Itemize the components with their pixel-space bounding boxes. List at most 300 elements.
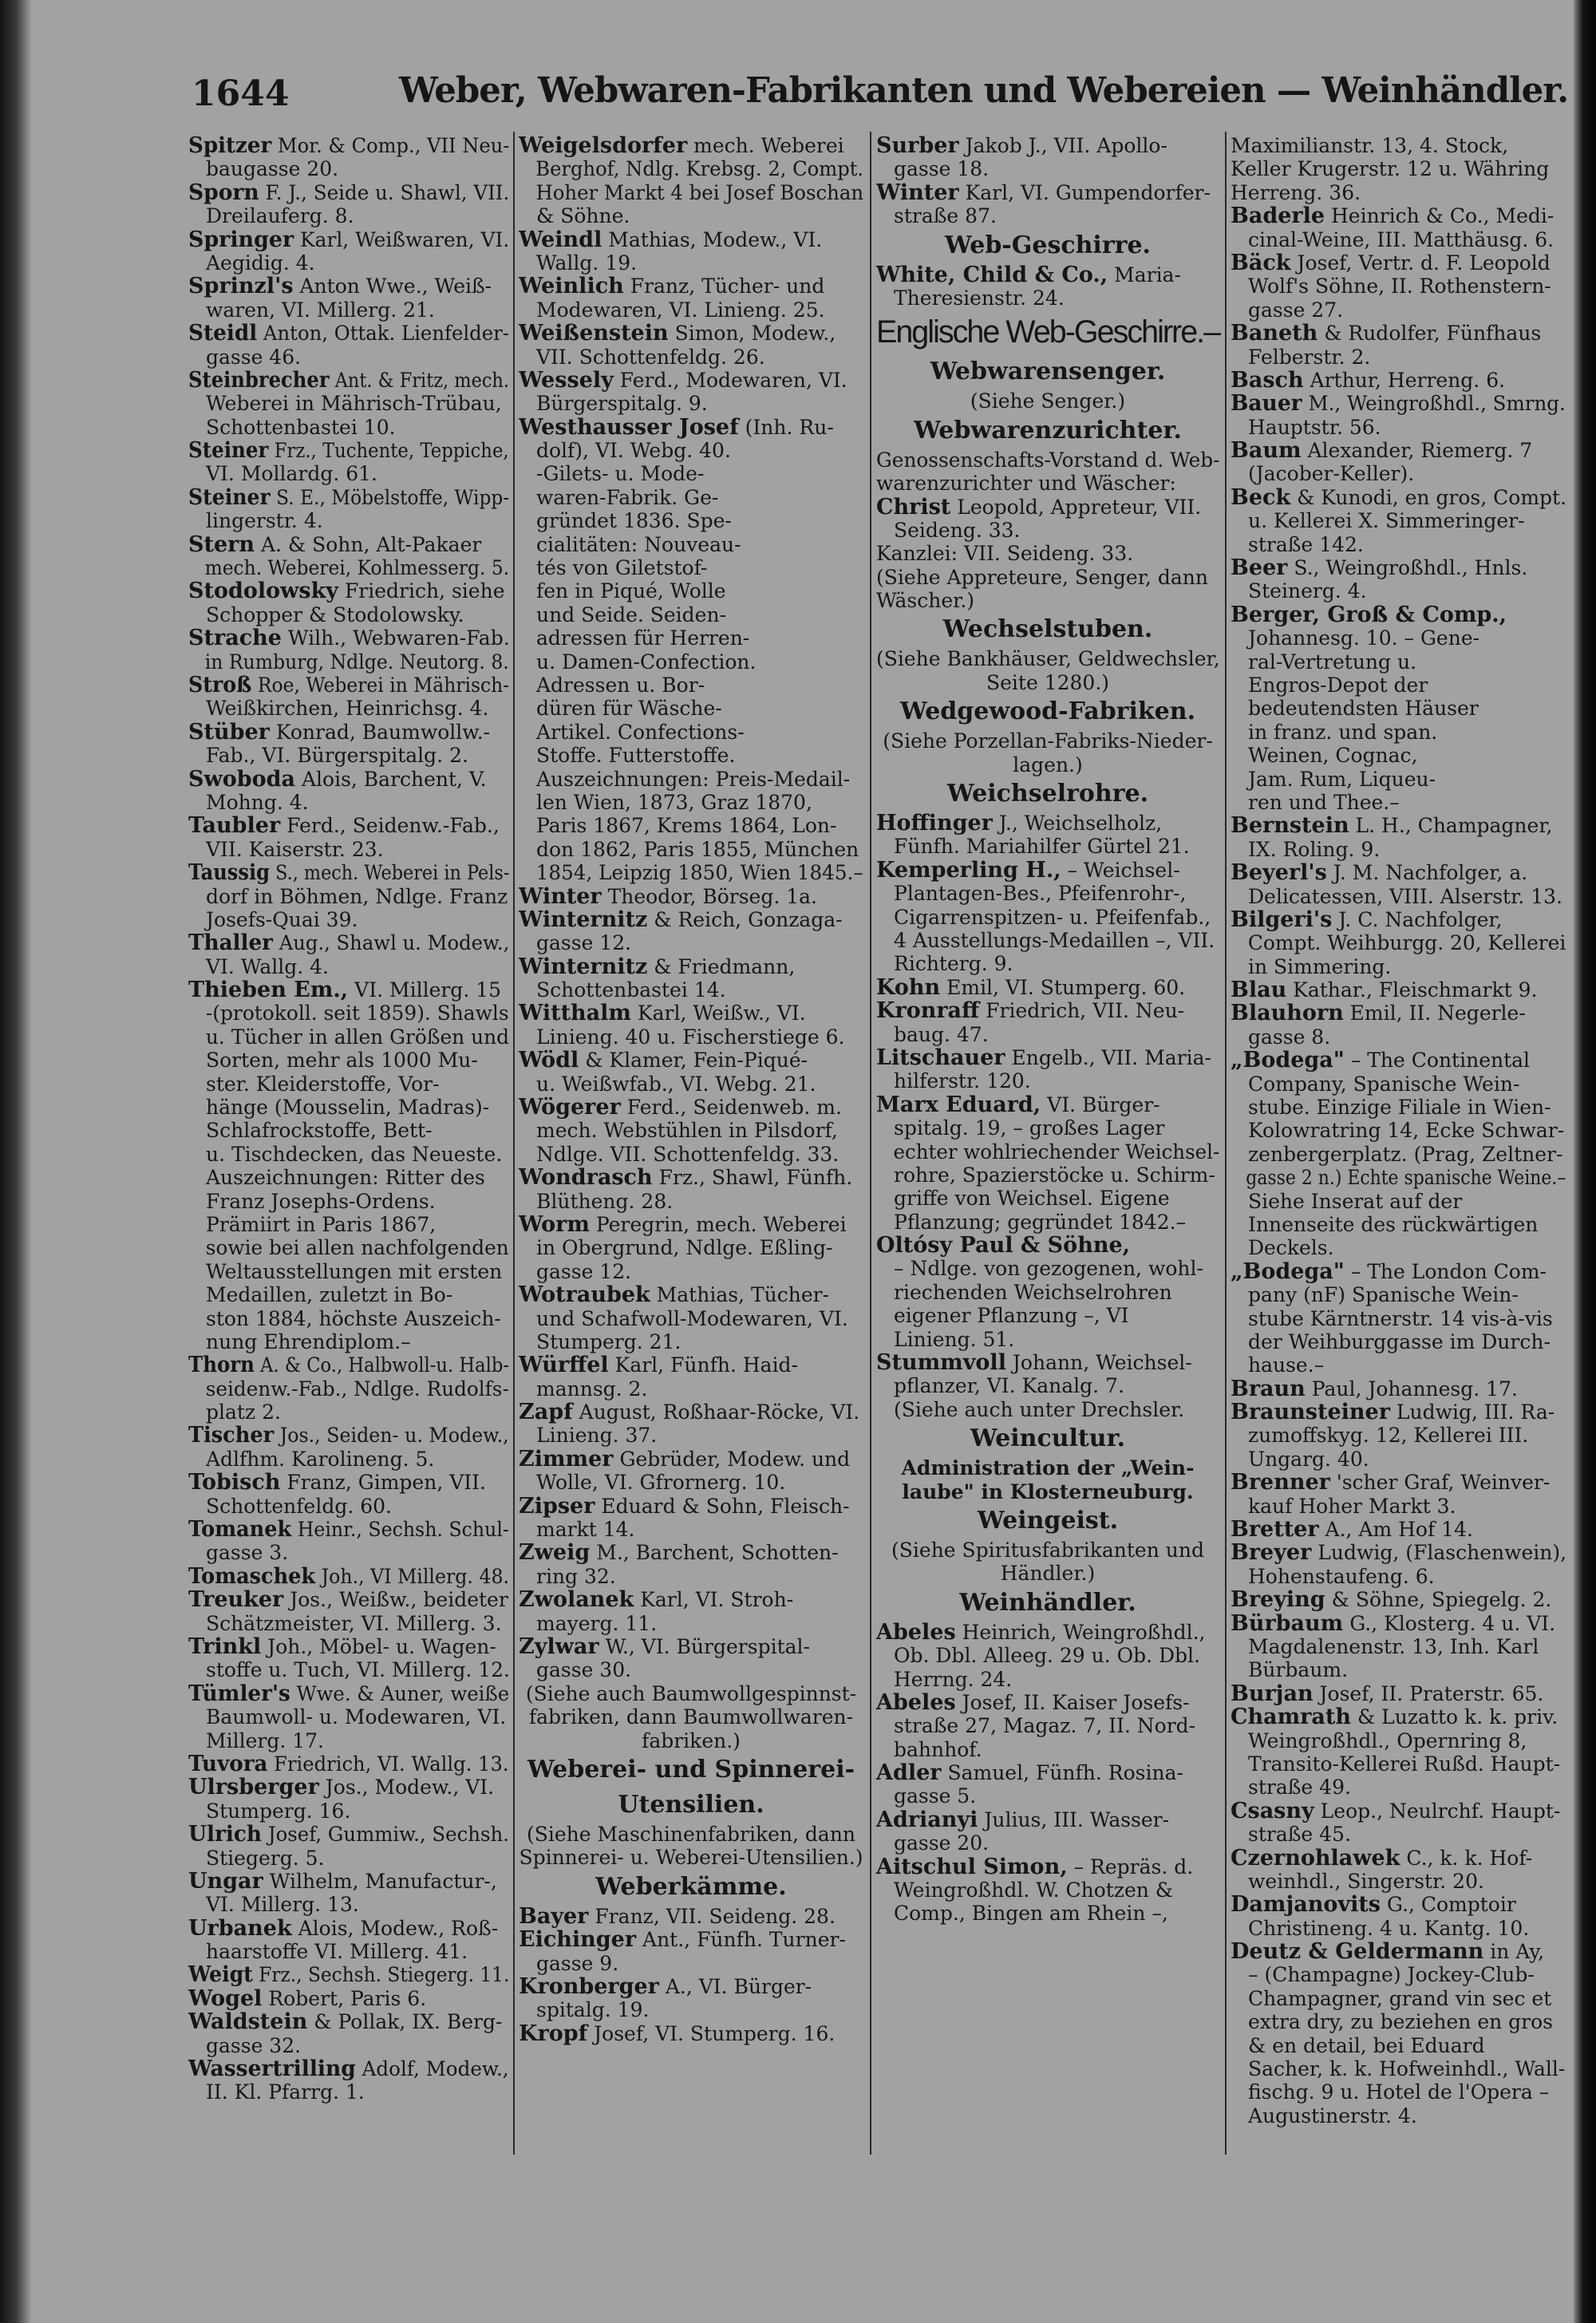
entry-text: II. Kl. Pfarrg. 1.: [206, 2080, 365, 2104]
directory-entry: [876, 1761, 1219, 1808]
directory-entry: [1231, 1260, 1566, 1377]
entry-line: [519, 814, 863, 837]
scan-edge-left: [0, 0, 32, 2323]
directory-entry: [876, 1234, 1219, 1351]
entry-name: Baneth: [1231, 321, 1318, 346]
directory-entry: [188, 721, 509, 768]
entry-text: Wilh., Webwaren-Fab.: [287, 626, 510, 650]
entry-line: [519, 1448, 863, 1471]
section-heading: [876, 228, 1219, 263]
entry-text: (Jacober-Keller).: [1248, 462, 1415, 486]
entry-line: [188, 1987, 509, 2010]
entry-line: [519, 744, 863, 767]
entry-text: – (Champagne) Jockey-Club-: [1248, 1963, 1535, 1987]
entry-name: Blauhorn: [1231, 1001, 1344, 1026]
entry-line: [876, 1046, 1219, 1069]
entry-text: Johann, Weichsel-: [1012, 1351, 1192, 1375]
entry-text: nung Ehrendiplom.–: [206, 1329, 411, 1353]
directory-entry: [188, 275, 509, 322]
directory-entry: [1231, 369, 1566, 392]
heading-line: Utensilien.: [618, 1790, 764, 1819]
entry-text: IX. Roling. 9.: [1248, 837, 1381, 861]
directory-entry: [188, 931, 509, 978]
entry-text: Anton, Ottak. Lienfelder-: [263, 322, 510, 346]
entry-text: VI. Wallg. 4.: [206, 954, 329, 978]
section-heading: [876, 612, 1219, 647]
section-heading: [876, 1503, 1219, 1539]
entry-line: [519, 416, 863, 439]
entry-line: [1231, 626, 1566, 650]
entry-line: [519, 181, 880, 204]
entry-name: Beer: [1231, 555, 1288, 581]
entry-text: Ludwig, III. Ra-: [1396, 1401, 1555, 1424]
entry-name: Kohn: [876, 974, 941, 1000]
entry-text: Magdalenenstr. 13, Inh. Karl: [1248, 1635, 1539, 1658]
entry-text: hause.–: [1248, 1353, 1325, 1377]
entry-line: [1231, 1495, 1566, 1518]
directory-entry: [188, 181, 509, 228]
entry-line: [1231, 955, 1566, 978]
entry-line: [188, 885, 509, 908]
entry-text: Josef, VI. Stumperg. 16.: [594, 2021, 836, 2045]
entry-text: riechenden Weichselrohren: [894, 1280, 1172, 1304]
entry-text: Friedrich, VII. Neu-: [986, 999, 1185, 1023]
entry-text: Leopold, Appreteur, VII.: [957, 495, 1202, 519]
entry-line: [876, 1644, 1219, 1667]
entry-line: [188, 697, 509, 720]
entry-text: Champagner, grand vin sec et: [1248, 1986, 1552, 2010]
entry-name: Braunsteiner: [1231, 1400, 1390, 1425]
entry-text: Wallg. 19.: [536, 251, 638, 275]
entry-text: Emil, VI. Stumperg. 60.: [946, 975, 1186, 999]
entry-line: [1231, 1963, 1566, 1986]
entry-line: [876, 1257, 1219, 1280]
text-line: Wäscher.): [876, 589, 975, 613]
entry-text: Karl, VI. Stroh-: [640, 1588, 794, 1612]
entry-line: [1231, 1776, 1566, 1799]
entry-line: [188, 1776, 509, 1799]
directory-entry: [1231, 1541, 1566, 1588]
entry-line: [188, 1682, 509, 1705]
section-heading: [519, 1752, 863, 1823]
cross-reference-note: [876, 647, 1219, 694]
entry-line: [1231, 1307, 1566, 1330]
entry-line: [188, 1963, 509, 1986]
entry-text: in Ay,: [1490, 1940, 1545, 1964]
entry-line: [188, 1330, 509, 1353]
entry-text: M., Barchent, Schotten-: [596, 1541, 839, 1565]
entry-line: [188, 1705, 509, 1728]
entry-line: [188, 1096, 509, 1119]
entry-line: [876, 1069, 1219, 1092]
entry-name: Stummvoll: [876, 1350, 1006, 1376]
entry-line: [876, 1116, 1219, 1140]
entry-line: [1231, 1283, 1566, 1306]
directory-entry: [1231, 1401, 1566, 1471]
entry-text: Schlafrockstoffe, Bett-: [206, 1119, 433, 1143]
entry-line: [876, 999, 1219, 1022]
entry-text: Josefs-Quai 39.: [206, 907, 358, 931]
entry-name: Strache: [188, 626, 282, 651]
entry-text: Paris 1867, Krems 1864, Lon-: [536, 814, 837, 838]
entry-text: eigener Pflanzung –, VI: [894, 1304, 1129, 1328]
directory-entry: [1231, 1940, 1566, 2127]
entry-line: [519, 1565, 863, 1588]
entry-text: Josef, Vertr. d. F. Leopold: [1297, 251, 1551, 275]
entry-text: Weinen, Cognac,: [1248, 744, 1418, 768]
directory-entry: [188, 1353, 509, 1424]
entry-line: [188, 1001, 527, 1025]
entry-text: Company, Spanische Wein-: [1248, 1072, 1520, 1096]
entry-line: [876, 882, 1219, 905]
directory-entry: [1231, 1705, 1566, 1800]
directory-entry: [188, 1823, 509, 1870]
entry-line: [1231, 650, 1566, 674]
advertisement-text: Englische Web-Geschirre.–: [876, 314, 1220, 350]
entry-line: [519, 1975, 863, 1998]
entry-text: gasse 20.: [894, 1831, 990, 1855]
entry-text: & Söhne, Spiegelg. 2.: [1331, 1588, 1552, 1612]
entry-line: [876, 1879, 1219, 1902]
entry-line: [876, 859, 1219, 882]
entry-text: Hauptstr. 56.: [1248, 415, 1381, 439]
entry-line: [1231, 369, 1566, 392]
cross-reference-note: [519, 1823, 863, 1870]
entry-text: Ant. & Fritz, mech.: [334, 368, 509, 392]
entry-text: Felberstr. 2.: [1248, 345, 1371, 369]
entry-line: [188, 1283, 509, 1306]
entry-name: Winternitz: [519, 954, 648, 979]
entry-name: Zapf: [519, 1400, 573, 1425]
entry-line: [1231, 533, 1566, 556]
entry-line: [876, 1855, 1219, 1879]
entry-line: [188, 1377, 527, 1401]
entry-name: Witthalm: [519, 1001, 631, 1026]
note-line: (Siehe Porzellan-Fabriks-Nieder-: [883, 729, 1213, 753]
entry-line: [188, 1307, 509, 1330]
entry-text: Stumperg. 21.: [536, 1329, 681, 1353]
entry-line: [519, 1330, 863, 1353]
entry-line: [1231, 228, 1566, 251]
directory-entry: [1231, 861, 1566, 908]
entry-name: Wondrasch: [519, 1165, 653, 1191]
entry-name: Wotraubek: [519, 1282, 650, 1308]
entry-line: [1231, 1096, 1566, 1119]
entry-line: [876, 204, 1219, 227]
entry-line: [1231, 322, 1566, 345]
entry-name: Trinkl: [188, 1634, 262, 1659]
entry-text: Theresienstr. 24.: [894, 286, 1065, 310]
directory-entry: [1231, 486, 1566, 556]
entry-line: [1231, 1166, 1581, 1189]
entry-name: Kemperling H.,: [876, 857, 1061, 883]
entry-text: Johannesg. 10. – Gene-: [1248, 626, 1480, 650]
entry-text: bedeutendsten Häuser: [1248, 697, 1479, 721]
entry-line: [1231, 2104, 1566, 2127]
entry-name: Steiner: [188, 438, 269, 464]
directory-entry: [519, 1001, 863, 1049]
entry-line: [876, 181, 1219, 204]
entry-name: Stüber: [188, 719, 270, 745]
entry-line: [519, 908, 863, 931]
entry-text: Weingroßhdl. W. Chotzen &: [894, 1879, 1174, 1902]
entry-text: Stoffe. Futterstoffe.: [536, 744, 736, 768]
entry-line: [519, 1998, 863, 2021]
entry-line: [188, 1565, 509, 1588]
entry-text: Engelb., VII. Maria-: [1011, 1045, 1211, 1069]
entry-line: [1231, 204, 1566, 227]
entry-line: [519, 486, 863, 509]
entry-line: [1231, 1940, 1566, 1963]
text-line: (Siehe Appreteure, Senger, dann: [876, 565, 1208, 589]
entry-text: Peregrin, mech. Weberei: [595, 1212, 847, 1236]
heading-line: Wechselstuben.: [942, 615, 1153, 644]
entry-text: & Luzatto k. k. priv.: [1357, 1705, 1558, 1729]
entry-line: [519, 721, 863, 744]
entry-text: don 1862, Paris 1855, München: [536, 837, 859, 861]
entry-text: Ferd., Seidenweb. m.: [626, 1096, 842, 1120]
entry-text: Ob. Dbl. Alleeg. 29 u. Ob. Dbl.: [894, 1644, 1200, 1668]
entry-name: Ungar: [188, 1868, 263, 1894]
entry-text: Karl, Weißwaren, VI.: [300, 227, 510, 251]
entry-text: Mathias, Tücher-: [656, 1283, 830, 1307]
entry-line: [1231, 1917, 1566, 1940]
entry-text: VI. Millerg. 15: [354, 978, 502, 1002]
entry-name: Zimmer: [519, 1446, 614, 1472]
entry-text: Franz, VII. Seideng. 28.: [595, 1904, 836, 1928]
entry-line: [876, 1374, 1219, 1397]
entry-text: in franz. und span.: [1248, 720, 1438, 744]
entry-text: Frz., Tuchente, Teppiche,: [274, 439, 509, 463]
entry-name: Csasny: [1231, 1798, 1314, 1823]
entry-name: Westhausser Josef: [519, 414, 739, 440]
entry-line: [1231, 1800, 1566, 1823]
entry-text: Gebrüder, Modew. und: [619, 1447, 851, 1471]
entry-line: [519, 509, 863, 532]
heading-line: Weichselrohre.: [946, 780, 1149, 808]
entry-line: [519, 251, 863, 275]
directory-entry: [876, 1046, 1219, 1093]
entry-name: Beyerl's: [1231, 860, 1327, 886]
entry-line: [188, 251, 509, 275]
directory-entry: [519, 1588, 863, 1635]
entry-text: Steinerg. 4.: [1248, 579, 1367, 603]
entry-name: Winter: [519, 883, 602, 909]
entry-line: [188, 369, 509, 392]
entry-text: Prämiirt in Paris 1867,: [206, 1212, 437, 1236]
entry-line: [519, 298, 863, 322]
entry-text: S. E., Möbelstoffe, Wipp-: [276, 485, 510, 509]
entry-text: Berghof, Ndlg. Krebsg. 2, Compt.: [535, 157, 864, 181]
directory-entry: [1231, 251, 1566, 322]
entry-name: Adler: [876, 1760, 942, 1786]
entry-name: Marx Eduard,: [876, 1092, 1041, 1117]
entry-name: Brenner: [1231, 1470, 1330, 1495]
entry-text: Simon, Modew.,: [674, 322, 836, 346]
entry-text: Aegidig. 4.: [206, 251, 315, 275]
entry-line: [188, 978, 509, 1001]
entry-line: [876, 1281, 1219, 1304]
entry-text: kauf Hoher Markt 3.: [1248, 1494, 1456, 1518]
entry-line: [1231, 1143, 1566, 1166]
directory-entry: [876, 448, 1219, 496]
entry-line: [1231, 1213, 1566, 1236]
entry-line: [876, 134, 1219, 157]
entry-text: S., Weingroßhdl., Hnls.: [1294, 556, 1528, 580]
entry-line: [876, 952, 1219, 975]
directory-entry: [1231, 1001, 1566, 1049]
entry-text: waren, VI. Millerg. 21.: [206, 298, 435, 322]
entry-name: Oltósy Paul & Söhne,: [876, 1233, 1131, 1258]
note-line: Händler.): [1000, 1562, 1096, 1586]
directory-entry: [188, 768, 509, 815]
directory-entry: [1231, 603, 1566, 815]
entry-text: 4 Ausstellungs-Medaillen –, VII.: [894, 928, 1215, 952]
entry-name: Tümler's: [188, 1681, 290, 1706]
entry-name: Wögerer: [519, 1095, 621, 1120]
entry-line: [876, 263, 1219, 286]
entry-text: Dreilauferg. 8.: [206, 204, 354, 228]
entry-line: [519, 134, 863, 157]
entry-text: Weberei in Mährisch-Trübau,: [206, 392, 502, 416]
entry-text: fen in Piqué, Wolle: [536, 579, 726, 603]
entry-line: [519, 791, 863, 814]
entry-text: mech. Weberei: [693, 134, 844, 157]
entry-line: [519, 885, 863, 908]
entry-line: [1231, 298, 1566, 322]
entry-line: [519, 1905, 863, 1928]
entry-name: Tischer: [188, 1423, 275, 1448]
entry-line: [188, 931, 509, 954]
entry-name: Czernohlawek: [1231, 1845, 1400, 1871]
entry-name: Hoffinger: [876, 811, 993, 836]
directory-entry: [1231, 204, 1566, 251]
directory-entry: [188, 533, 509, 580]
entry-line: [188, 838, 509, 861]
entry-line: [1231, 1870, 1566, 1893]
entry-line: [1231, 1073, 1566, 1096]
entry-text: VII. Kaiserstr. 23.: [206, 837, 384, 861]
entry-line: [519, 1518, 863, 1541]
directory-entry: [519, 1166, 863, 1213]
entry-text: platz 2.: [206, 1401, 281, 1424]
entry-line: [876, 1714, 1219, 1737]
entry-text: Kolowratring 14, Ecke Schwar-: [1248, 1119, 1565, 1143]
entry-text: J. C. Nachfolger,: [1338, 907, 1503, 931]
entry-name: Stodolowsky: [188, 579, 338, 604]
directory-entry: [1231, 1612, 1566, 1682]
entry-text: M., Weingroßhdl., Smrng.: [1308, 392, 1566, 416]
entry-line: [188, 1893, 509, 1916]
entry-name: Blau: [1231, 978, 1287, 1003]
entry-line: [188, 1401, 509, 1424]
entry-text: Alois, Barchent, V.: [301, 767, 487, 791]
note-line: (Siehe auch Baumwollgespinnst-: [525, 1681, 857, 1705]
entry-text: Transito-Kellerei Rußd. Haupt-: [1248, 1752, 1561, 1776]
directory-entry: [519, 322, 863, 369]
entry-line: [876, 519, 1219, 542]
entry-text: Hoher Markt 4 bei Josef Boschan: [535, 180, 864, 204]
column-2: [519, 134, 863, 2045]
entry-name: Wassertrilling: [188, 2056, 356, 2082]
entry-line: [188, 2057, 509, 2080]
entry-name: Taussig: [188, 860, 270, 886]
directory-entry: [188, 1682, 509, 1752]
entry-name: Bilgeri's: [1231, 907, 1333, 932]
entry-text: Stumperg. 16.: [206, 1799, 351, 1823]
entry-text: & en detail, bei Eduard: [1248, 2033, 1485, 2057]
entry-text: Auszeichnungen: Preis-Medail-: [536, 767, 851, 791]
entry-line: [188, 744, 509, 767]
entry-name: Worm: [519, 1211, 590, 1237]
entry-line: [876, 1398, 1219, 1421]
entry-text: waren-Fabrik. Ge-: [536, 485, 719, 509]
entry-text: ston 1884, höchste Auszeich-: [206, 1306, 501, 1330]
entry-text: straße 142.: [1248, 532, 1364, 556]
entry-line: [1231, 814, 1566, 837]
entry-name: Adrianyi: [876, 1807, 978, 1832]
directory-entry: [188, 1963, 509, 1986]
entry-line: [519, 838, 863, 861]
entry-line: [1231, 1752, 1566, 1776]
entry-line: [188, 228, 509, 251]
entry-name: Surber: [876, 133, 959, 158]
entry-name: Eichinger: [519, 1927, 637, 1953]
entry-line: [188, 1236, 527, 1259]
entry-text: A., VI. Bürger-: [665, 1974, 812, 1998]
entry-line: [876, 835, 1219, 858]
entry-line: [188, 1119, 509, 1142]
entry-name: Weigelsdorfer: [519, 133, 688, 158]
entry-line: [876, 1023, 1219, 1046]
entry-text: u. Tücher in allen Größen und: [205, 1025, 510, 1049]
entry-line: [876, 1351, 1219, 1374]
entry-text: Ndlge. VII. Schottenfeldg. 33.: [536, 1142, 839, 1166]
entry-text: ring 32.: [536, 1564, 616, 1588]
entry-text: -(protokoll. seit 1859). Shawls: [205, 1001, 509, 1025]
entry-line: [876, 1163, 1219, 1187]
entry-text: Blütheng. 28.: [536, 1189, 674, 1213]
entry-line: [188, 908, 509, 931]
entry-name: Bauer: [1231, 391, 1302, 417]
entry-name: Litschauer: [876, 1045, 1005, 1070]
entry-line: [1231, 1236, 1566, 1259]
entry-name: Weigt: [188, 1962, 253, 1988]
directory-entry: [876, 181, 1219, 228]
entry-line: [1231, 1518, 1566, 1541]
entry-text: u. Kellerei X. Simmeringer-: [1248, 509, 1525, 533]
entry-line: [519, 931, 863, 954]
entry-text: Josef, II. Praterstr. 65.: [1319, 1681, 1544, 1705]
entry-line: [1231, 1635, 1566, 1658]
directory-entry: [519, 2022, 863, 2045]
entry-name: Zipser: [519, 1493, 595, 1519]
directory-entry: [876, 1351, 1219, 1421]
entry-name: Sporn: [188, 180, 259, 205]
entry-line: [1231, 931, 1583, 954]
directory-entry: [188, 978, 509, 1353]
entry-line: [188, 1800, 509, 1823]
entry-line: [1231, 674, 1566, 697]
directory-entry: [188, 228, 509, 275]
entry-name: Tomanek: [188, 1517, 292, 1543]
directory-entry: [1231, 814, 1566, 861]
column-4: [1231, 134, 1566, 2127]
entry-name: Aitschul Simon,: [876, 1854, 1068, 1879]
entry-name: Steidl: [188, 321, 258, 346]
entry-text: Bürgerspitalg. 9.: [536, 392, 708, 416]
entry-text: Franz, Tücher- und: [630, 275, 825, 298]
